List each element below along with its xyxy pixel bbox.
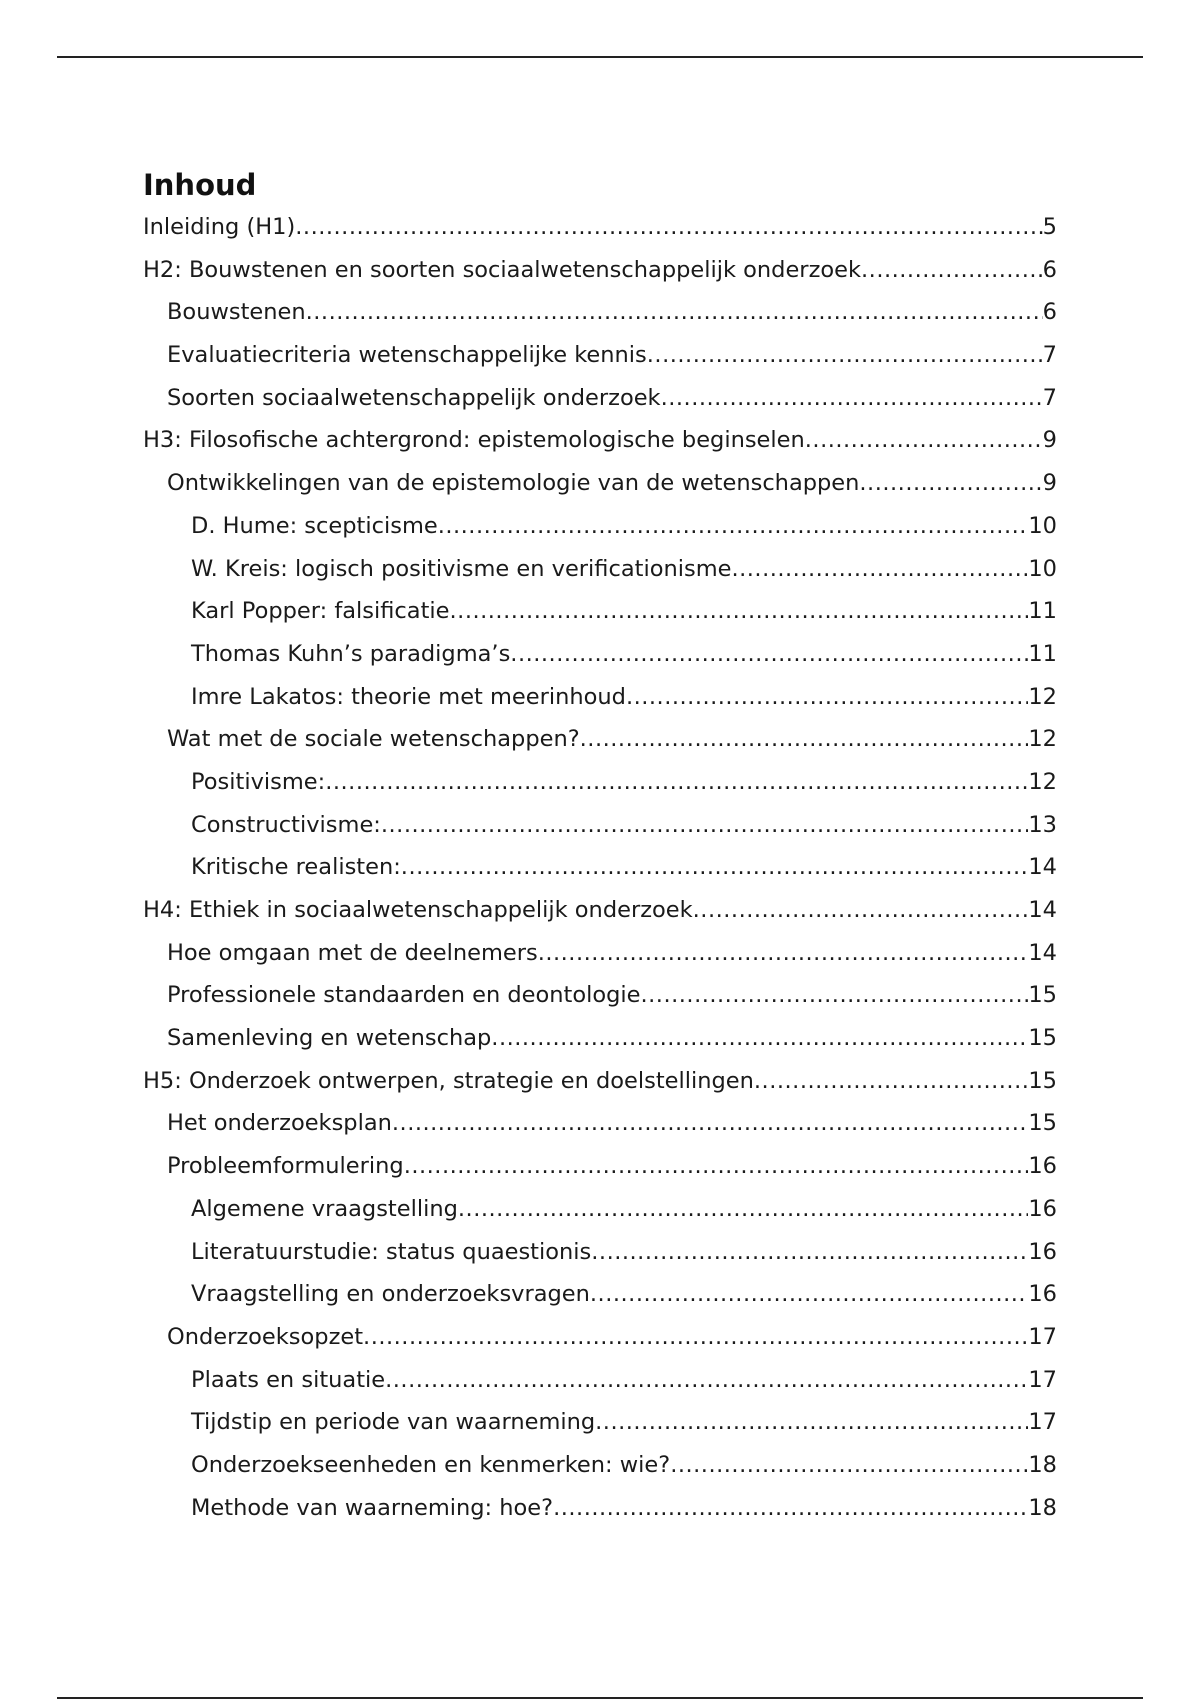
toc-entry-label: Bouwstenen bbox=[167, 299, 306, 326]
toc-entry[interactable] bbox=[143, 427, 1057, 470]
toc-entry-page-number: 12 bbox=[1028, 683, 1057, 710]
toc-entry[interactable] bbox=[143, 1025, 1057, 1068]
toc-list bbox=[143, 214, 1057, 1537]
toc-entry-label: Hoe omgaan met de deelnemers bbox=[167, 939, 538, 966]
footer-rule bbox=[57, 1697, 1143, 1699]
toc-entry-label: H2: Bouwstenen en soorten sociaalwetenschappelijk onderzoek bbox=[143, 256, 862, 283]
toc-dot-leader bbox=[438, 513, 1029, 539]
toc-dot-leader bbox=[363, 1324, 1028, 1350]
toc-dot-leader bbox=[595, 1409, 1028, 1435]
toc-entry[interactable] bbox=[143, 1068, 1057, 1111]
toc-entry-label: Probleemformulering bbox=[167, 1153, 404, 1180]
toc-dot-leader bbox=[580, 726, 1029, 752]
toc-entry-label: Samenleving en wetenschap bbox=[167, 1025, 492, 1052]
toc-entry[interactable] bbox=[143, 513, 1057, 556]
toc-entry-label: Het onderzoeksplan bbox=[167, 1110, 392, 1137]
toc-entry-label: Positivisme: bbox=[191, 768, 326, 795]
toc-entry-label: Soorten sociaalwetenschappelijk onderzoek bbox=[167, 384, 661, 411]
toc-entry-page-number: 11 bbox=[1028, 598, 1057, 625]
toc-dot-leader bbox=[670, 1452, 1028, 1478]
toc-dot-leader bbox=[491, 1025, 1028, 1051]
toc-entry[interactable] bbox=[143, 257, 1057, 300]
toc-entry[interactable] bbox=[143, 812, 1057, 855]
toc-entry-page-number: 12 bbox=[1028, 768, 1057, 795]
toc-entry-label: W. Kreis: logisch positivisme en verificationisme bbox=[191, 555, 732, 582]
toc-dot-leader bbox=[306, 299, 1043, 325]
toc-entry-page-number: 7 bbox=[1042, 342, 1057, 369]
toc-entry[interactable] bbox=[143, 342, 1057, 385]
toc-entry-page-number: 10 bbox=[1028, 555, 1057, 582]
toc-entry-page-number: 5 bbox=[1042, 214, 1057, 240]
toc-entry-page-number: 13 bbox=[1028, 811, 1057, 838]
table-of-contents bbox=[143, 164, 1057, 1537]
toc-entry-label: Evaluatiecriteria wetenschappelijke kennis bbox=[167, 342, 647, 369]
toc-entry-label: Karl Popper: falsificatie bbox=[191, 598, 450, 625]
toc-entry[interactable] bbox=[143, 854, 1057, 897]
toc-entry-label: Imre Lakatos: theorie met meerinhoud bbox=[191, 683, 626, 710]
toc-entry[interactable] bbox=[143, 1239, 1057, 1282]
toc-entry-page-number: 14 bbox=[1028, 939, 1057, 966]
toc-entry-page-number: 9 bbox=[1042, 427, 1057, 454]
toc-entry[interactable] bbox=[143, 1409, 1057, 1452]
toc-entry-label: H4: Ethiek in sociaalwetenschappelijk onderzoek bbox=[143, 897, 693, 923]
toc-entry-page-number: 15 bbox=[1028, 982, 1057, 1009]
toc-entry-label: Tijdstip en periode van waarneming bbox=[191, 1409, 596, 1436]
toc-entry[interactable] bbox=[143, 1452, 1057, 1495]
toc-dot-leader bbox=[295, 214, 1042, 240]
toc-entry[interactable] bbox=[143, 1196, 1057, 1239]
toc-entry-page-number: 17 bbox=[1028, 1323, 1057, 1350]
toc-entry-label: Onderzoeksopzet bbox=[167, 1323, 364, 1350]
toc-dot-leader bbox=[641, 982, 1029, 1008]
toc-dot-leader bbox=[590, 1281, 1028, 1307]
toc-entry[interactable] bbox=[143, 1324, 1057, 1367]
toc-dot-leader bbox=[805, 427, 1043, 453]
toc-entry-label: Onderzoekseenheden en kenmerken: wie? bbox=[191, 1451, 671, 1478]
toc-entry[interactable] bbox=[143, 1153, 1057, 1196]
toc-entry[interactable] bbox=[143, 641, 1057, 684]
toc-dot-leader bbox=[647, 342, 1043, 368]
toc-entry[interactable] bbox=[143, 1367, 1057, 1410]
toc-entry-label: Inleiding (H1) bbox=[143, 214, 296, 240]
toc-entry-page-number: 16 bbox=[1028, 1195, 1057, 1222]
toc-dot-leader bbox=[538, 940, 1029, 966]
toc-entry-page-number: 7 bbox=[1042, 384, 1057, 411]
toc-entry-page-number: 18 bbox=[1028, 1451, 1057, 1478]
toc-entry-page-number: 17 bbox=[1028, 1366, 1057, 1393]
toc-dot-leader bbox=[861, 257, 1043, 283]
toc-entry[interactable] bbox=[143, 982, 1057, 1025]
toc-entry-page-number: 6 bbox=[1042, 256, 1057, 283]
toc-entry[interactable] bbox=[143, 214, 1057, 257]
toc-entry-label: Kritische realisten: bbox=[191, 854, 401, 881]
toc-entry[interactable] bbox=[143, 940, 1057, 983]
toc-entry-page-number: 16 bbox=[1028, 1153, 1057, 1180]
toc-dot-leader bbox=[458, 1196, 1028, 1222]
toc-entry[interactable] bbox=[143, 726, 1057, 769]
toc-entry-page-number: 14 bbox=[1028, 897, 1057, 923]
toc-entry[interactable] bbox=[143, 598, 1057, 641]
toc-dot-leader bbox=[392, 1110, 1028, 1136]
toc-dot-leader bbox=[450, 598, 1029, 624]
toc-entry-page-number: 15 bbox=[1028, 1067, 1057, 1094]
toc-entry-page-number: 17 bbox=[1028, 1409, 1057, 1436]
toc-dot-leader bbox=[510, 641, 1028, 667]
toc-entry-label: Thomas Kuhn’s paradigma’s bbox=[191, 640, 511, 667]
toc-dot-leader bbox=[325, 769, 1028, 795]
toc-dot-leader bbox=[591, 1239, 1028, 1265]
toc-dot-leader bbox=[731, 556, 1028, 582]
toc-dot-leader bbox=[553, 1495, 1028, 1521]
toc-entry-page-number: 12 bbox=[1028, 726, 1057, 753]
toc-entry[interactable] bbox=[143, 470, 1057, 513]
toc-entry-label: Plaats en situatie bbox=[191, 1366, 386, 1393]
toc-entry-label: Literatuurstudie: status quaestionis bbox=[191, 1238, 592, 1265]
toc-entry-page-number: 16 bbox=[1028, 1238, 1057, 1265]
toc-entry-label: Algemene vraagstelling bbox=[191, 1195, 458, 1222]
toc-title: Inhoud bbox=[143, 168, 257, 202]
toc-entry[interactable] bbox=[143, 1110, 1057, 1153]
toc-entry-page-number: 11 bbox=[1028, 640, 1057, 667]
toc-entry-label: Wat met de sociale wetenschappen? bbox=[167, 726, 580, 753]
toc-dot-leader bbox=[626, 684, 1028, 710]
toc-entry-page-number: 18 bbox=[1028, 1494, 1057, 1521]
toc-dot-leader bbox=[754, 1068, 1028, 1094]
toc-entry-label: D. Hume: scepticisme bbox=[191, 512, 438, 539]
toc-entry-page-number: 15 bbox=[1028, 1110, 1057, 1137]
toc-entry-page-number: 14 bbox=[1028, 854, 1057, 881]
toc-entry[interactable] bbox=[143, 769, 1057, 812]
toc-entry-page-number: 9 bbox=[1042, 470, 1057, 497]
toc-entry-page-number: 10 bbox=[1028, 512, 1057, 539]
toc-entry-label: Constructivisme: bbox=[191, 811, 381, 838]
toc-entry-label: Ontwikkelingen van de epistemologie van de wetenschappen bbox=[167, 470, 860, 497]
toc-entry[interactable] bbox=[143, 897, 1057, 940]
toc-entry-label: Vraagstelling en onderzoeksvragen bbox=[191, 1281, 590, 1308]
toc-dot-leader bbox=[693, 897, 1029, 923]
toc-dot-leader bbox=[381, 812, 1028, 838]
toc-dot-leader bbox=[859, 470, 1042, 496]
toc-entry-label: Professionele standaarden en deontologie bbox=[167, 982, 641, 1009]
toc-entry-label: H3: Filosofische achtergrond: epistemologische beginselen bbox=[143, 427, 805, 454]
toc-entry[interactable] bbox=[143, 1495, 1057, 1538]
toc-entry[interactable] bbox=[143, 1281, 1057, 1324]
toc-entry[interactable] bbox=[143, 299, 1057, 342]
toc-dot-leader bbox=[385, 1367, 1028, 1393]
toc-dot-leader bbox=[661, 385, 1043, 411]
header-rule bbox=[57, 56, 1143, 58]
toc-entry-page-number: 16 bbox=[1028, 1281, 1057, 1308]
toc-entry[interactable] bbox=[143, 684, 1057, 727]
toc-entry-label: H5: Onderzoek ontwerpen, strategie en doelstellingen bbox=[143, 1067, 754, 1094]
toc-entry[interactable] bbox=[143, 385, 1057, 428]
toc-dot-leader bbox=[401, 854, 1029, 880]
toc-entry-page-number: 15 bbox=[1028, 1025, 1057, 1052]
toc-dot-leader bbox=[404, 1153, 1029, 1179]
toc-entry-label: Methode van waarneming: hoe? bbox=[191, 1494, 554, 1521]
toc-entry-page-number: 6 bbox=[1042, 299, 1057, 326]
toc-entry[interactable] bbox=[143, 556, 1057, 599]
